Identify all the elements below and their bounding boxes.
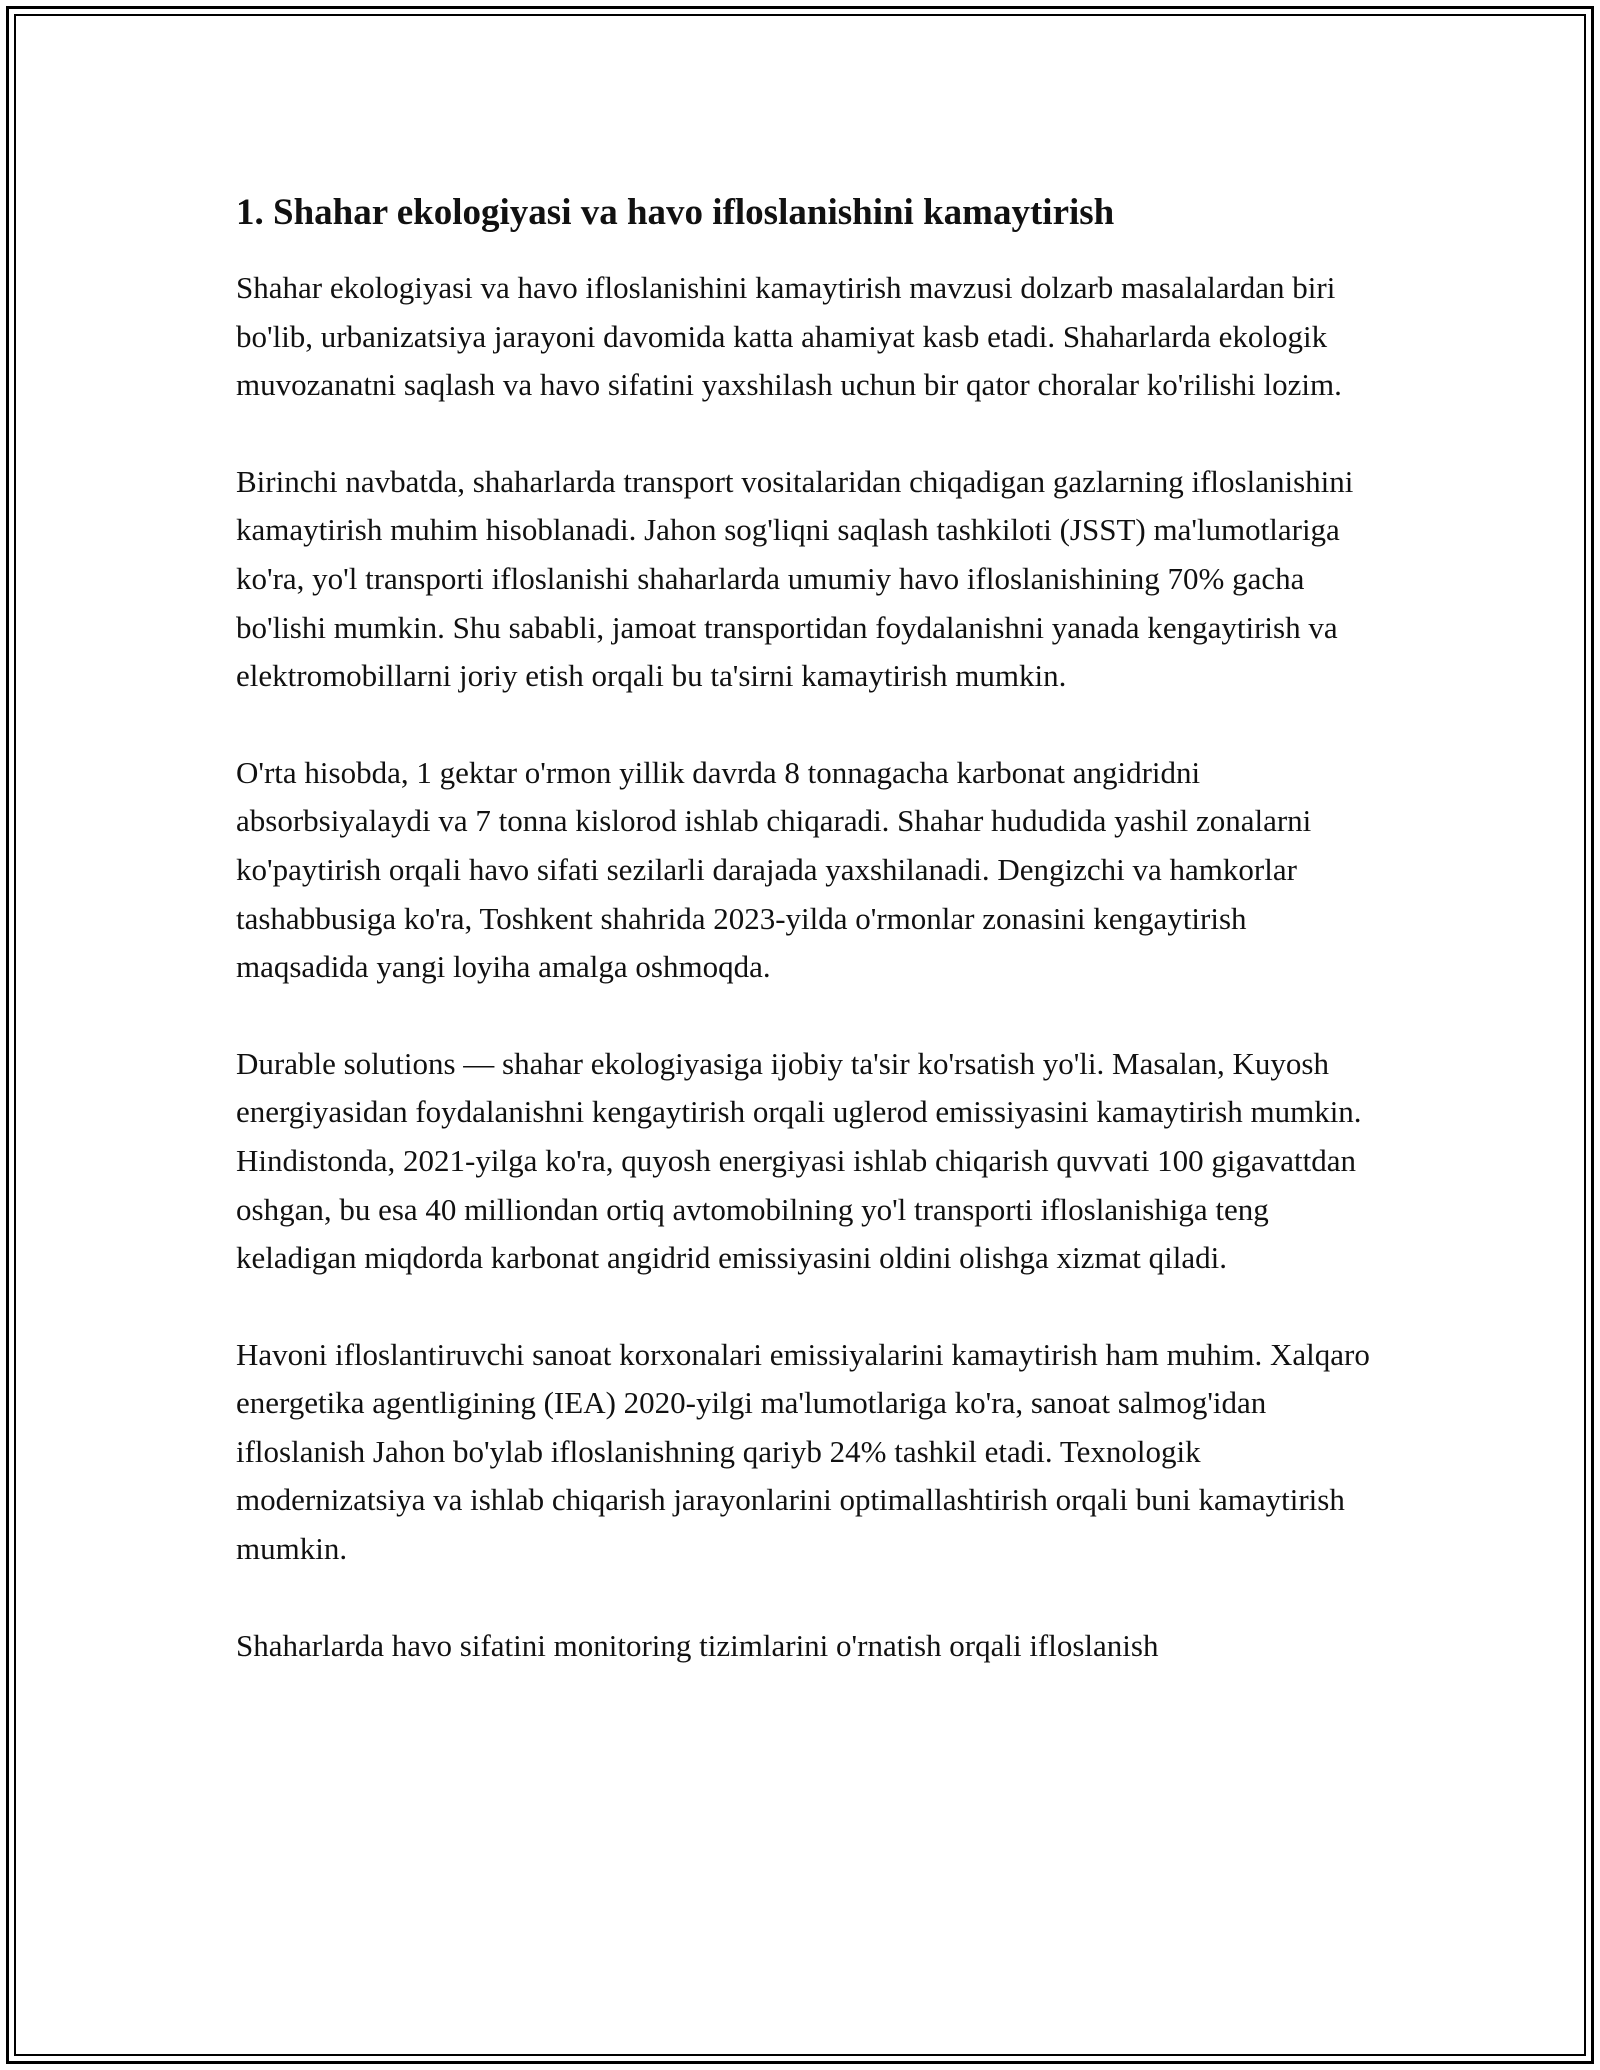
paragraph-solar-energy: Durable solutions — shahar ekologiyasiga ijobiy ta'sir ko'rsatish yo'li. Masalan, Kuyosh energiyasidan foydalanishni kengaytirish orqali uglerod emissiyasini kamaytirish mumkin. Hindistonda, 2021-yilga ko'ra, quyosh energiyasi ishlab chiqarish quvvati 100 gigavattdan oshgan, bu esa 40 milliondan ortiq avtomobilning yo'l transporti ifloslanishiga teng keladigan miqdorda karbonat angidrid emissiyasini oldini olishga xizmat qiladi.: [236, 1045, 1362, 1276]
section-title: 1. Shahar ekologiyasi va havo ifloslanishini kamaytirish: [236, 192, 1115, 233]
paragraph-intro: Shahar ekologiyasi va havo ifloslanishini kamaytirish mavzusi dolzarb masalalardan biri bo'lib, urbanizatsiya jarayoni davomida katta ahamiyat kasb etadi. Shaharlarda ekologik muvozanatni saqlash va havo sifatini yaxshilash uchun bir qator choralar ko'rilishi lozim.: [236, 270, 1342, 403]
paragraph-monitoring: Shaharlarda havo sifatini monitoring tizimlarini o'rnatish orqali ifloslanish: [236, 1627, 1159, 1663]
paragraph-transport: Birinchi navbatda, shaharlarda transport vositalaridan chiqadigan gazlarning ifloslanishini kamaytirish muhim hisoblanadi. Jahon sog'liqni saqlash tashkiloti (JSST) ma'lumotlariga ko'ra, yo'l transporti ifloslanishi shaharlarda umumiy havo ifloslanishining 70% gacha bo'lishi mumkin. Shu sababli, jamoat transportidan foydalanishni yanada kengaytirish va elektromobillarni joriy etish orqali bu ta'sirni kamaytirish mumkin.: [236, 463, 1354, 694]
document-body: [236, 186, 1376, 1718]
paragraph-forests: O'rta hisobda, 1 gektar o'rmon yillik davrda 8 tonnagacha karbonat angidridni absorbsiyalaydi va 7 tonna kislorod ishlab chiqaradi. Shahar hududida yashil zonalarni ko'paytirish orqali havo sifati sezilarli darajada yaxshilanadi. Dengizchi va hamkorlar tashabbusiga ko'ra, Toshkent shahrida 2023-yilda o'rmonlar zonasini kengaytirish maqsadida yangi loyiha amalga oshmoqda.: [236, 754, 1312, 985]
paragraph-industry: Havoni ifloslantiruvchi sanoat korxonalari emissiyalarini kamaytirish ham muhim. Xalqaro energetika agentligining (IEA) 2020-yilgi ma'lumotlariga ko'ra, sanoat salmog'idan ifloslanish Jahon bo'ylab ifloslanishning qariyb 24% tashkil etadi. Texnologik modernizatsiya va ishlab chiqarish jarayonlarini optimallashtirish orqali buni kamaytirish mumkin.: [236, 1336, 1370, 1567]
